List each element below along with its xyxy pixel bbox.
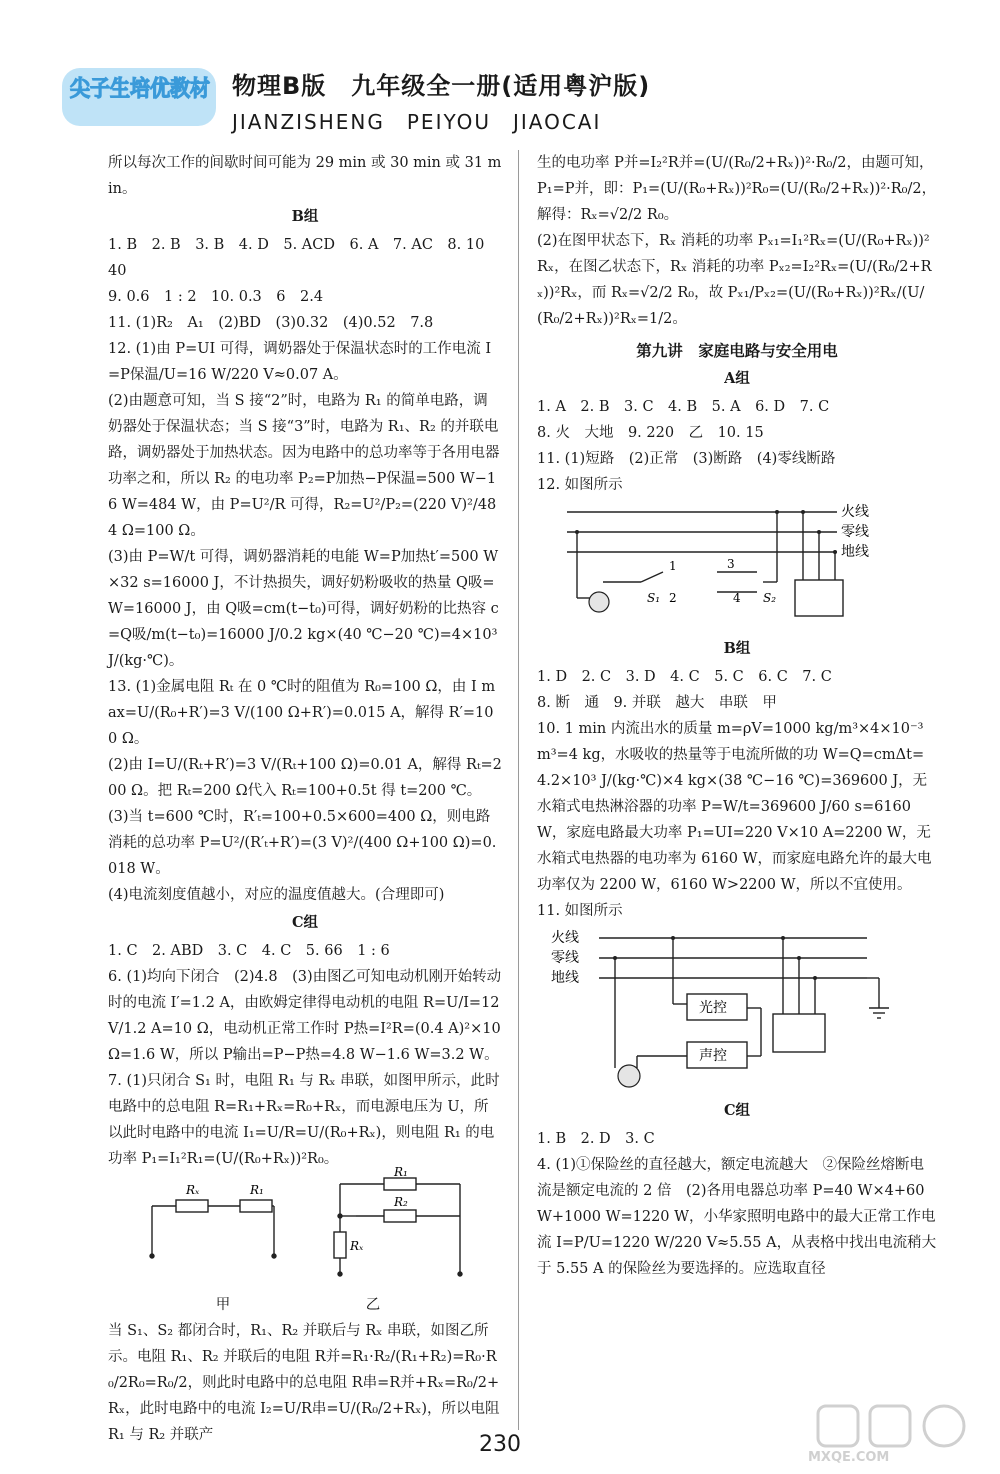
label-ground-wire: 地线 xyxy=(841,544,869,560)
circuit-yi xyxy=(334,1178,462,1276)
resistor-rx xyxy=(176,1200,208,1212)
answer-line: 1. B 2. D 3. C xyxy=(537,1131,655,1147)
answer-line: 8. 断 通 9. 并联 越大 串联 甲 xyxy=(537,695,777,711)
answer-paragraph: 生的电功率 P并=I₂²R并=(U/(R₀/2+Rₓ))²·R₀/2，由题可知，P₁=P并，即：P₁=(U/(R₀+Rₓ))²R₀=(U/(R₀/2+Rₓ))²·R₀/2，解得：Rₓ=√2/2 R₀。 xyxy=(537,155,937,223)
answer-paragraph: 10. 1 min 内流出水的质量 m=ρV=1000 kg/m³×4×10⁻³ m³=4 kg，水吸收的热量等于电流所做的功 W=Q=cmΔt=4.2×10³ J/(kg·℃)×4 kg×(38 ℃−16 ℃)=369600 J，无水箱式电热淋浴器的功率 P=W/t=369600 J/60 s=6160 W，家庭电路最大功率 P₁=UI=220 V×10 A=2200 W，无水箱式电热器的电功率为 6160 W，而家庭电路允许的最大电功率仅为 2200 W，6160 W>2200 W，所以不宜使用。 xyxy=(537,721,932,893)
wiring-diagram-2 xyxy=(537,928,937,1094)
answer-paragraph: 12. (1)由 P=UI 可得，调奶器处于保温状态时的工作电流 I=P保温/U=16 W/220 V≈0.07 A。 xyxy=(108,341,492,383)
page-number: 230 xyxy=(479,1432,521,1457)
right-column xyxy=(537,150,937,1282)
lamp-icon xyxy=(589,592,609,612)
watermark-text: MXQE.COM xyxy=(808,1450,890,1465)
book-title-pinyin: JIANZISHENG PEIYOU JIAOCAI xyxy=(232,110,602,134)
node-label: 1 xyxy=(669,559,677,573)
answer-paragraph: 6. (1)均向下闭合 (2)4.8 (3)由图乙可知电动机刚开始转动时的电流 I′=1.2 A，由欧姆定律得电动机的电阻 R=U/I=12 V/1.2 A=10 Ω，电动机正常工作时 P热=I²R=(0.4 A)²×10 Ω=1.6 W，所以 P输出=P−P热=4.8 W−1.6 W=3.2 W。 xyxy=(108,969,502,1063)
figure-label-yi: 乙 xyxy=(365,1297,381,1313)
label-light-control: 光控 xyxy=(699,1000,727,1016)
answer-paragraph: (2)由 I=U/(Rₜ+R′)=3 V/(Rₜ+100 Ω)=0.01 A，解得 Rₜ=200 Ω。把 Rₜ=200 Ω代入 Rₜ=100+0.5t 得 t=200 ℃。 xyxy=(108,757,502,799)
answer-paragraph: 当 S₁、S₂ 都闭合时，R₁、R₂ 并联后与 Rₓ 串联，如图乙所示。电阻 R₁、R₂ 并联后的电阻 R并=R₁·R₂/(R₁+R₂)=R₀·R₀/2R₀=R₀/2，则此时电路中的总电阻 R串=R并+Rₓ=R₀/2+Rₓ，此时电路中的电流 I₂=U/R串=U/(R₀/2+Rₓ)，所以电阻 R₁ 与 R₂ 并联产 xyxy=(108,1323,500,1443)
answer-line: 9. 0.6 1 : 2 10. 0.3 6 2.4 xyxy=(108,289,324,305)
resistor-r1 xyxy=(240,1200,272,1212)
figure-label-jia: 甲 xyxy=(215,1297,231,1313)
section-heading: A组 xyxy=(724,370,750,387)
socket xyxy=(773,1014,825,1052)
logo xyxy=(58,62,220,132)
answer-paragraph: 4. (1)①保险丝的直径越大，额定电流越大 ②保险丝熔断电流是额定电流的 2 倍 (2)各用电器总功率 P=40 W×4+60 W+1000 W=1220 W，小华家照明电路中的最大正常工作电流 I=P/U=1220 W/220 V≈5.55 A，从表格中找出电流稍大于 5.55 A 的保险丝为要选择的。应选取直径 xyxy=(537,1157,937,1277)
answer-line: 11. 如图所示 xyxy=(537,903,623,919)
logo-text: 尖子生培优教材 xyxy=(70,76,210,102)
label-r1: R₁ xyxy=(394,1165,408,1179)
section-heading: C组 xyxy=(291,914,319,931)
node-label: 2 xyxy=(669,591,677,605)
label-fire-wire: 火线 xyxy=(551,930,579,946)
node-label: 4 xyxy=(733,591,741,605)
lamp-icon xyxy=(618,1065,640,1087)
switch-label-s1: S₁ xyxy=(647,591,661,605)
label-rx: Rₓ xyxy=(186,1183,200,1197)
switch-label-s2: S₂ xyxy=(763,591,777,605)
label-sound-control: 声控 xyxy=(699,1048,727,1064)
answer-paragraph: 7. (1)只闭合 S₁ 时，电阻 R₁ 与 Rₓ 串联，如图甲所示，此时电路中的总电阻 R=R₁+Rₓ=R₀+Rₓ，而电源电压为 U，所以此时电路中的电流 I₁=U/R=U/(R₀+Rₓ)，则电阻 R₁ 的电功率 P₁=I₁²R₁=(U/(R₀+Rₓ))²R₀。 xyxy=(108,1073,500,1167)
circuit-jia xyxy=(150,1200,276,1258)
resistor-r2 xyxy=(384,1210,416,1222)
label-ground-wire: 地线 xyxy=(551,970,579,986)
socket xyxy=(795,580,843,616)
answer-line: 12. 如图所示 xyxy=(537,477,623,493)
label-r1: R₁ xyxy=(250,1183,264,1197)
resistor-r1 xyxy=(384,1178,416,1190)
section-heading: B组 xyxy=(291,208,319,225)
wiring-diagram-1 xyxy=(537,502,937,632)
answer-paragraph: (2)在图甲状态下，Rₓ 消耗的功率 Pₓ₁=I₁²Rₓ=(U/(R₀+Rₓ))²Rₓ，在图乙状态下，Rₓ 消耗的功率 Pₓ₂=I₂²Rₓ=(U/(R₀/2+Rₓ))²Rₓ，而 Rₓ=√2/2 R₀，故 Pₓ₁/Pₓ₂=(U/(R₀+Rₓ))²Rₓ/(U/(R₀/2+Rₓ))²Rₓ=1/2。 xyxy=(537,233,932,327)
section-heading: B组 xyxy=(723,640,751,657)
label-rx: Rₓ xyxy=(350,1239,364,1253)
left-column xyxy=(108,150,502,1448)
answer-line: 1. C 2. ABD 3. C 4. C 5. 66 1 : 6 xyxy=(108,943,390,959)
answer-line: 1. A 2. B 3. C 4. B 5. A 6. D 7. C xyxy=(537,399,830,415)
lecture-title: 第九讲 家庭电路与安全用电 xyxy=(636,341,838,360)
label-neutral-wire: 零线 xyxy=(551,950,579,966)
answer-line: 11. (1)短路 (2)正常 (3)断路 (4)零线断路 xyxy=(537,451,836,467)
answer-paragraph: (3)当 t=600 ℃时，R′ₜ=100+0.5×600=400 Ω，则电路消耗的总功率 P=U²/(R′ₜ+R′)=(3 V)²/(400 Ω+100 Ω)=0.018 W。 xyxy=(108,809,497,877)
label-neutral-wire: 零线 xyxy=(841,524,869,540)
label-fire-wire: 火线 xyxy=(841,504,869,520)
answer-line: 1. B 2. B 3. B 4. D 5. ACD 6. A 7. AC 8. 10 40 xyxy=(108,237,499,279)
label-r2: R₂ xyxy=(394,1195,408,1209)
resistor-rx xyxy=(334,1232,346,1258)
book-title: 物理B版 九年级全一册(适用粤沪版) xyxy=(232,72,651,100)
column-divider xyxy=(518,150,519,1430)
page-header xyxy=(0,0,1000,150)
answer-line: 8. 火 大地 9. 220 乙 10. 15 xyxy=(537,425,764,441)
section-heading: C组 xyxy=(723,1102,751,1119)
answer-paragraph: 13. (1)金属电阻 Rₜ 在 0 ℃时的阻值为 R₀=100 Ω，由 I max=U/(R₀+R′)=3 V/(100 Ω+R′)=0.015 A，解得 R′=100 Ω。 xyxy=(108,679,496,747)
answer-paragraph: (3)由 P=W/t 可得，调奶器消耗的电能 W=P加热t′=500 W×32 s=16000 J，不计热损失，调好奶粉吸收的热量 Q吸=W=16000 J，由 Q吸=cm(t−t₀)可得，调好奶粉的比热容 c=Q吸/m(t−t₀)=16000 J/0.2 kg×(40 ℃−20 ℃)=4×10³ J/(kg·℃)。 xyxy=(108,549,499,669)
answer-line: 1. D 2. C 3. D 4. C 5. C 6. C 7. C xyxy=(537,669,832,685)
watermark-logo-icon xyxy=(808,1400,988,1450)
answer-paragraph: (2)由题意可知，当 S 接“2”时，电路为 R₁ 的简单电路，调奶器处于保温状态；当 S 接“3”时，电路为 R₁、R₂ 的并联电路，调奶器处于加热状态。因为电路中的总功率等于各用电器功率之和，所以 R₂ 的电功率 P₂=P加热−P保温=500 W−16 W=484 W，由 P=U²/R 可得，R₂=U²/P₂=(220 V)²/484 Ω=100 Ω。 xyxy=(108,393,500,539)
answer-paragraph: 所以每次工作的间歇时间可能为 29 min 或 30 min 或 31 min。 xyxy=(108,155,502,197)
watermark xyxy=(808,1400,988,1470)
node-label: 3 xyxy=(727,557,735,571)
circuit-diagram-jia-yi xyxy=(108,1165,502,1288)
figure-captions xyxy=(148,1292,448,1318)
answer-paragraph: (4)电流刻度值越小，对应的温度值越大。(合理即可) xyxy=(108,887,445,903)
answer-line: 11. (1)R₂ A₁ (2)BD (3)0.32 (4)0.52 7.8 xyxy=(108,315,434,331)
